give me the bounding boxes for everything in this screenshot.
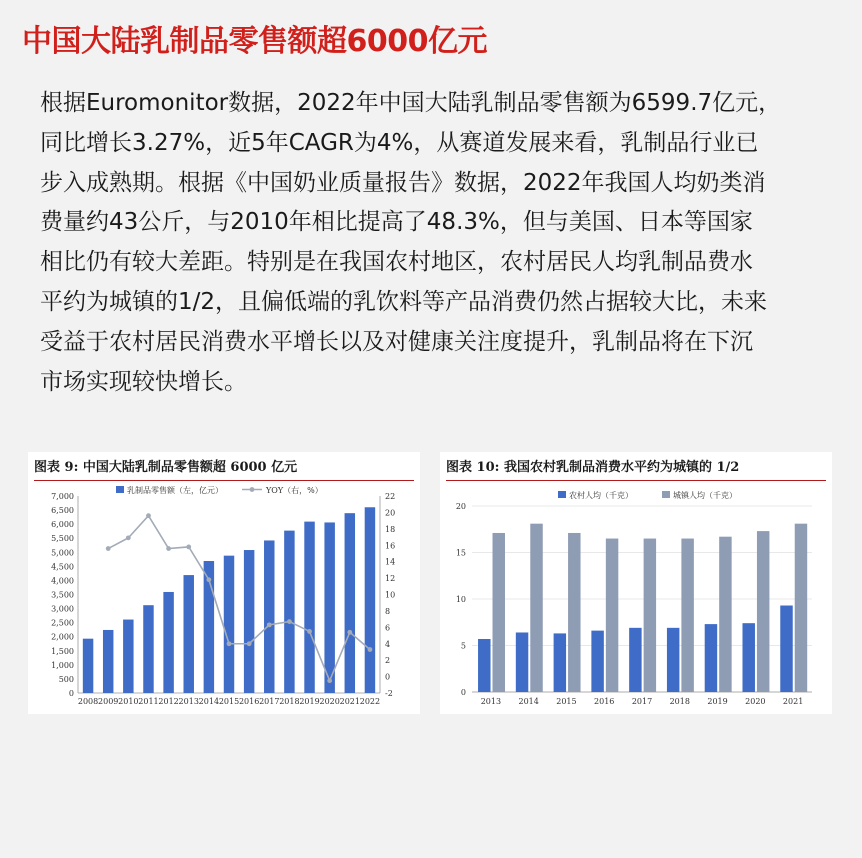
yoy-point xyxy=(327,678,332,683)
paragraph-line: 根据Euromonitor数据，2022年中国大陆乳制品零售额为6599.7亿元， xyxy=(40,90,782,116)
x-tick-label: 2008 xyxy=(77,697,99,706)
legend-label-line: YOY（右，%） xyxy=(266,486,323,495)
x-tick-label: 2017 xyxy=(631,697,653,706)
bar-rural xyxy=(629,628,641,692)
y-tick-label-left: 4,000 xyxy=(51,576,74,586)
yoy-point xyxy=(166,546,171,551)
x-tick-label: 2020 xyxy=(319,697,340,706)
bar xyxy=(365,507,375,693)
paragraph-line: 步入成熟期。根据《中国奶业质量报告》数据，2022年我国人均奶类消 xyxy=(40,169,766,196)
x-tick-label: 2018 xyxy=(279,697,300,706)
bar-rural xyxy=(705,624,717,692)
paragraph-line: 费量约43公斤，与2010年相比提高了48.3%，但与美国、日本等国家 xyxy=(40,209,753,236)
x-tick-label: 2016 xyxy=(594,697,615,706)
y-tick-label-right: 2 xyxy=(385,656,391,666)
y-tick-label-right: 6 xyxy=(385,623,391,633)
paragraph-line: 平约为城镇的1/2，且偏低端的乳饮料等产品消费仍然占据较大比，未来 xyxy=(40,288,768,315)
bar-rural xyxy=(516,632,528,692)
x-tick-label: 2014 xyxy=(198,697,220,706)
yoy-point xyxy=(368,647,373,652)
bar-urban xyxy=(719,537,731,692)
yoy-point xyxy=(227,641,232,646)
yoy-point xyxy=(267,622,272,627)
x-tick-label: 2013 xyxy=(480,697,502,706)
x-tick-label: 2021 xyxy=(339,697,360,706)
y-tick-label-left: 4,500 xyxy=(51,562,74,572)
x-tick-label: 2015 xyxy=(556,697,577,706)
yoy-point xyxy=(106,546,111,551)
x-tick-label: 2015 xyxy=(218,697,240,706)
bar-urban xyxy=(795,524,807,692)
y-tick-label: 20 xyxy=(455,502,466,511)
x-tick-label: 2014 xyxy=(518,697,539,706)
legend-swatch-bar xyxy=(116,486,124,493)
y-tick-label: 15 xyxy=(455,548,466,558)
y-tick-label-left: 3,000 xyxy=(51,604,74,614)
y-tick-label-left: 6,500 xyxy=(51,506,74,516)
x-tick-label: 2020 xyxy=(745,697,766,706)
y-tick-label-right: 20 xyxy=(385,508,396,518)
yoy-point xyxy=(347,630,352,635)
y-tick-label-right: 12 xyxy=(385,574,396,584)
y-tick-label: 10 xyxy=(455,595,466,604)
bar xyxy=(103,630,113,693)
legend-label-bar: 乳制品零售额（左，亿元） xyxy=(127,486,223,495)
bar xyxy=(304,522,314,693)
yoy-point xyxy=(307,629,312,634)
bar xyxy=(345,513,355,693)
x-tick-label: 2012 xyxy=(158,697,179,706)
bar-urban xyxy=(493,533,505,692)
x-tick-label: 2013 xyxy=(178,697,199,706)
x-tick-label: 2009 xyxy=(98,697,119,706)
y-tick-label-left: 7,000 xyxy=(51,492,74,501)
yoy-point xyxy=(186,544,191,549)
bar-rural xyxy=(591,631,603,692)
x-tick-label: 2022 xyxy=(359,697,381,706)
y-tick-label-left: 5,000 xyxy=(51,548,74,558)
bar xyxy=(83,639,93,693)
x-tick-label: 2016 xyxy=(238,697,260,706)
bar-urban xyxy=(757,531,769,692)
bar-rural xyxy=(667,628,679,692)
y-tick-label-right: 16 xyxy=(385,541,396,551)
y-tick-label-left: 3,500 xyxy=(51,590,74,600)
legend-swatch-urban xyxy=(662,491,670,498)
y-tick-label-left: 500 xyxy=(58,674,74,684)
x-tick-label: 2018 xyxy=(669,697,690,706)
bar xyxy=(123,620,133,693)
chart-retail-sales xyxy=(28,478,420,714)
paragraph-line: 受益于农村居民消费水平增长以及对健康关注度提升，乳制品将在下沉 xyxy=(40,328,753,355)
bar-rural xyxy=(742,623,754,692)
y-tick-label-right: 18 xyxy=(385,524,396,534)
x-tick-label: 2019 xyxy=(707,697,728,706)
bar xyxy=(284,531,294,693)
paragraph-line: 市场实现较快增长。 xyxy=(40,368,247,395)
y-tick-label-right: 22 xyxy=(385,492,396,501)
chart-panel-retail-sales xyxy=(28,452,420,714)
x-tick-label: 2021 xyxy=(782,697,804,706)
chart-rural-urban xyxy=(440,478,832,714)
yoy-point xyxy=(247,641,252,646)
legend-label-urban: 城镇人均（千克） xyxy=(673,491,737,500)
bar xyxy=(143,605,153,693)
x-tick-label: 2017 xyxy=(259,697,280,706)
legend-label-rural: 农村人均（千克） xyxy=(569,491,633,500)
bar xyxy=(163,592,173,693)
bar xyxy=(183,575,193,693)
bar-rural xyxy=(780,606,792,692)
y-tick-label-right: 10 xyxy=(385,590,396,600)
bar xyxy=(244,550,254,693)
bar xyxy=(324,522,334,693)
legend-swatch-marker xyxy=(250,487,255,492)
y-tick-label-right: 0 xyxy=(385,672,391,682)
yoy-point xyxy=(146,513,151,518)
y-tick-label-left: 2,500 xyxy=(51,618,74,628)
bar-rural xyxy=(478,639,490,692)
bar-urban xyxy=(530,524,542,692)
bar xyxy=(264,540,274,693)
y-tick-label-left: 1,500 xyxy=(51,646,74,656)
headline: 中国大陆乳制品零售额超6000亿元 xyxy=(22,24,487,59)
y-tick-label-right: 4 xyxy=(385,639,391,649)
paragraph-line: 相比仍有较大差距。特别是在我国农村地区，农村居民人均乳制品费水 xyxy=(40,249,753,276)
yoy-point xyxy=(287,619,292,624)
x-tick-label: 2019 xyxy=(299,697,320,706)
y-tick-label-left: 0 xyxy=(68,689,74,698)
legend-swatch-rural xyxy=(558,491,566,498)
yoy-point xyxy=(206,577,211,582)
bar-urban xyxy=(606,539,618,692)
x-tick-label: 2011 xyxy=(138,697,159,706)
chart-title: 图表 9: 中国大陆乳制品零售额超 6000 亿元 xyxy=(34,456,414,481)
body-paragraph xyxy=(40,84,840,402)
y-tick-label-right: 8 xyxy=(385,606,391,616)
chart-title: 图表 10: 我国农村乳制品消费水平约为城镇的 1/2 xyxy=(446,456,826,481)
y-tick-label-left: 1,000 xyxy=(51,660,74,670)
y-tick-label-left: 6,000 xyxy=(51,520,74,530)
bar-urban xyxy=(644,539,656,692)
y-tick-label: 5 xyxy=(460,641,466,651)
chart-panel-rural-urban xyxy=(440,452,832,714)
bar xyxy=(224,556,234,693)
y-tick-label-left: 2,000 xyxy=(51,632,74,642)
bar-rural xyxy=(554,633,566,692)
y-tick-label: 0 xyxy=(460,688,466,697)
y-tick-label-right: 14 xyxy=(385,557,396,567)
y-tick-label-right: -2 xyxy=(385,689,393,698)
paragraph-line: 同比增长3.27%，近5年CAGR为4%，从赛道发展来看，乳制品行业已 xyxy=(40,129,759,156)
bar-urban xyxy=(568,533,580,692)
y-tick-label-left: 5,500 xyxy=(51,534,74,544)
x-tick-label: 2010 xyxy=(118,697,139,706)
bar-urban xyxy=(681,539,693,692)
yoy-point xyxy=(126,535,131,540)
